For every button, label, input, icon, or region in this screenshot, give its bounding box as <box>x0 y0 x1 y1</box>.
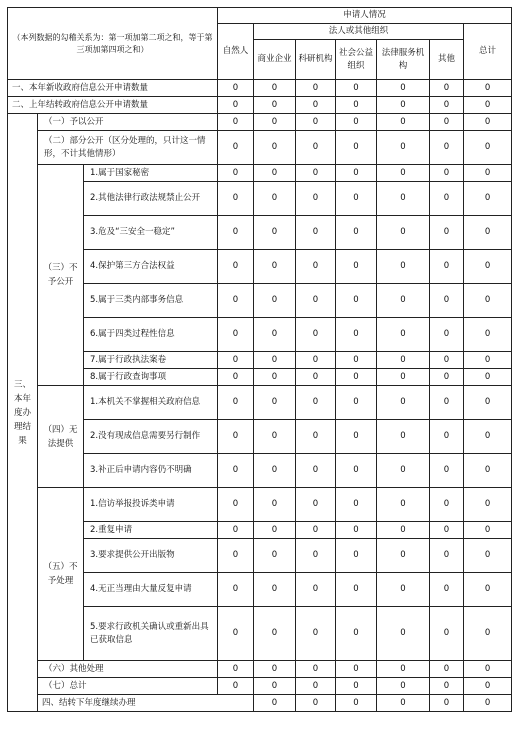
value-cell: 0 <box>296 573 336 607</box>
value-cell: 0 <box>254 488 296 522</box>
value-cell: 0 <box>336 695 377 712</box>
value-cell: 0 <box>296 661 336 678</box>
value-cell: 0 <box>218 131 254 165</box>
value-cell: 0 <box>464 678 512 695</box>
value-cell: 0 <box>336 318 377 352</box>
value-cell: 0 <box>464 369 512 386</box>
value-cell: 0 <box>377 352 430 369</box>
value-cell: 0 <box>464 695 512 712</box>
value-cell: 0 <box>254 131 296 165</box>
value-cell: 0 <box>464 80 512 97</box>
value-cell: 0 <box>254 352 296 369</box>
value-cell: 0 <box>218 97 254 114</box>
value-cell: 0 <box>218 369 254 386</box>
value-cell: 0 <box>464 420 512 454</box>
value-cell: 0 <box>218 488 254 522</box>
table-row <box>8 216 512 250</box>
value-cell: 0 <box>218 216 254 250</box>
value-cell: 0 <box>296 522 336 539</box>
value-cell: 0 <box>377 182 430 216</box>
value-cell: 0 <box>218 182 254 216</box>
header-research: 科研机构 <box>296 40 336 80</box>
value-cell: 0 <box>377 318 430 352</box>
value-cell: 0 <box>430 386 464 420</box>
value-cell: 0 <box>464 573 512 607</box>
value-cell: 0 <box>296 318 336 352</box>
value-cell: 0 <box>336 607 377 661</box>
value-cell: 0 <box>377 607 430 661</box>
value-cell: 0 <box>430 420 464 454</box>
value-cell: 0 <box>254 165 296 182</box>
value-cell: 0 <box>218 420 254 454</box>
value-cell: 0 <box>218 114 254 131</box>
value-cell: 0 <box>218 165 254 182</box>
value-cell: 0 <box>377 386 430 420</box>
value-cell: 0 <box>464 454 512 488</box>
value-cell: 0 <box>377 454 430 488</box>
value-cell: 0 <box>377 114 430 131</box>
value-cell: 0 <box>430 678 464 695</box>
row-label: 4.保护第三方合法权益 <box>84 250 218 284</box>
row-label: 二、上年结转政府信息公开申请数量 <box>8 97 218 114</box>
value-cell: 0 <box>296 165 336 182</box>
table-row <box>8 182 512 216</box>
value-cell: 0 <box>218 661 254 678</box>
value-cell: 0 <box>296 97 336 114</box>
row-label: 2.重复申请 <box>84 522 218 539</box>
value-cell: 0 <box>296 216 336 250</box>
table-row <box>8 318 512 352</box>
value-cell: 0 <box>464 661 512 678</box>
value-cell: 0 <box>254 182 296 216</box>
value-cell: 0 <box>296 420 336 454</box>
row-label: 5.要求行政机关确认或重新出具已获取信息 <box>84 607 218 661</box>
row-label: 5.属于三类内部事务信息 <box>84 284 218 318</box>
table-row <box>8 661 512 678</box>
value-cell: 0 <box>430 454 464 488</box>
value-cell: 0 <box>464 488 512 522</box>
value-cell: 0 <box>464 216 512 250</box>
value-cell: 0 <box>336 97 377 114</box>
value-cell: 0 <box>296 539 336 573</box>
value-cell: 0 <box>336 420 377 454</box>
row-label: 2.其他法律行政法规禁止公开 <box>84 182 218 216</box>
value-cell: 0 <box>377 539 430 573</box>
row-label: 2.没有现成信息需要另行制作 <box>84 420 218 454</box>
table-row <box>8 695 512 712</box>
table-row <box>8 352 512 369</box>
row-label: 四、结转下年度继续办理 <box>38 695 254 712</box>
section-3-label: 三、本年度办理结果 <box>8 114 38 712</box>
table-row <box>8 284 512 318</box>
value-cell: 0 <box>254 695 296 712</box>
value-cell: 0 <box>254 661 296 678</box>
value-cell: 0 <box>430 607 464 661</box>
value-cell: 0 <box>218 539 254 573</box>
table-row <box>8 488 512 522</box>
value-cell: 0 <box>336 250 377 284</box>
table-row <box>8 386 512 420</box>
value-cell: 0 <box>464 250 512 284</box>
value-cell: 0 <box>296 695 336 712</box>
table-row <box>8 607 512 661</box>
value-cell: 0 <box>254 607 296 661</box>
value-cell: 0 <box>377 165 430 182</box>
value-cell: 0 <box>336 454 377 488</box>
value-cell: 0 <box>377 420 430 454</box>
value-cell: 0 <box>254 420 296 454</box>
value-cell: 0 <box>430 165 464 182</box>
value-cell: 0 <box>430 573 464 607</box>
value-cell: 0 <box>254 97 296 114</box>
group-5-label: （五）不予处理 <box>38 488 84 661</box>
value-cell: 0 <box>254 522 296 539</box>
value-cell: 0 <box>218 454 254 488</box>
value-cell: 0 <box>464 522 512 539</box>
row-label: （七）总计 <box>38 678 218 695</box>
gov-info-disclosure-table <box>7 7 512 712</box>
value-cell: 0 <box>377 216 430 250</box>
value-cell: 0 <box>296 114 336 131</box>
value-cell: 0 <box>464 386 512 420</box>
value-cell: 0 <box>336 182 377 216</box>
group-4-label: （四）无法提供 <box>38 386 84 488</box>
header-social: 社会公益组织 <box>336 40 377 80</box>
value-cell: 0 <box>218 318 254 352</box>
value-cell: 0 <box>430 284 464 318</box>
value-cell: 0 <box>430 318 464 352</box>
row-label: 6.属于四类过程性信息 <box>84 318 218 352</box>
value-cell: 0 <box>254 573 296 607</box>
value-cell: 0 <box>430 114 464 131</box>
row-label: 7.属于行政执法案卷 <box>84 352 218 369</box>
row-label: 1.本机关不掌握相关政府信息 <box>84 386 218 420</box>
row-label: 3.补正后申请内容仍不明确 <box>84 454 218 488</box>
value-cell: 0 <box>254 369 296 386</box>
value-cell: 0 <box>218 522 254 539</box>
value-cell: 0 <box>377 695 430 712</box>
value-cell: 0 <box>296 182 336 216</box>
value-cell: 0 <box>254 80 296 97</box>
value-cell: 0 <box>464 182 512 216</box>
header-note: （本列数据的勾稽关系为：第一项加第二项之和，等于第三项加第四项之和） <box>8 8 218 80</box>
value-cell: 0 <box>336 284 377 318</box>
header-legal-service: 法律服务机构 <box>377 40 430 80</box>
value-cell: 0 <box>218 284 254 318</box>
row-label: 3.要求提供公开出版物 <box>84 539 218 573</box>
value-cell: 0 <box>254 678 296 695</box>
row-label: 4.无正当理由大量反复申请 <box>84 573 218 607</box>
value-cell: 0 <box>430 369 464 386</box>
value-cell: 0 <box>254 114 296 131</box>
value-cell: 0 <box>377 97 430 114</box>
value-cell: 0 <box>336 216 377 250</box>
value-cell: 0 <box>336 573 377 607</box>
row-label: （六）其他处理 <box>38 661 218 678</box>
value-cell: 0 <box>296 352 336 369</box>
value-cell: 0 <box>296 488 336 522</box>
value-cell: 0 <box>296 369 336 386</box>
value-cell: 0 <box>218 386 254 420</box>
value-cell: 0 <box>336 352 377 369</box>
table-row <box>8 131 512 165</box>
value-cell: 0 <box>377 488 430 522</box>
value-cell: 0 <box>296 250 336 284</box>
table-row <box>8 573 512 607</box>
value-cell: 0 <box>430 522 464 539</box>
value-cell: 0 <box>218 250 254 284</box>
table-row <box>8 250 512 284</box>
value-cell: 0 <box>336 539 377 573</box>
table-row <box>8 165 512 182</box>
value-cell: 0 <box>296 386 336 420</box>
row-label: 3.危及“三安全一稳定” <box>84 216 218 250</box>
header-commercial: 商业企业 <box>254 40 296 80</box>
value-cell: 0 <box>218 80 254 97</box>
value-cell: 0 <box>377 661 430 678</box>
value-cell: 0 <box>377 573 430 607</box>
value-cell: 0 <box>254 216 296 250</box>
value-cell: 0 <box>218 678 254 695</box>
value-cell: 0 <box>336 522 377 539</box>
row-label: （一）予以公开 <box>38 114 218 131</box>
row-label: 一、本年新收政府信息公开申请数量 <box>8 80 218 97</box>
value-cell: 0 <box>464 607 512 661</box>
value-cell: 0 <box>430 182 464 216</box>
value-cell: 0 <box>296 284 336 318</box>
value-cell: 0 <box>336 80 377 97</box>
value-cell: 0 <box>254 454 296 488</box>
value-cell: 0 <box>336 678 377 695</box>
value-cell: 0 <box>336 114 377 131</box>
value-cell: 0 <box>218 607 254 661</box>
value-cell: 0 <box>430 216 464 250</box>
value-cell: 0 <box>430 250 464 284</box>
value-cell: 0 <box>464 165 512 182</box>
value-cell: 0 <box>218 573 254 607</box>
header-total: 总计 <box>464 24 512 80</box>
value-cell: 0 <box>464 318 512 352</box>
value-cell: 0 <box>430 539 464 573</box>
value-cell: 0 <box>377 284 430 318</box>
value-cell: 0 <box>254 284 296 318</box>
value-cell: 0 <box>464 352 512 369</box>
value-cell: 0 <box>430 488 464 522</box>
table-row <box>8 454 512 488</box>
value-cell: 0 <box>377 678 430 695</box>
value-cell: 0 <box>254 318 296 352</box>
value-cell: 0 <box>464 114 512 131</box>
value-cell: 0 <box>377 80 430 97</box>
value-cell: 0 <box>254 386 296 420</box>
header-applicant: 申请人情况 <box>218 8 512 24</box>
table-row <box>8 678 512 695</box>
value-cell: 0 <box>430 352 464 369</box>
value-cell: 0 <box>430 695 464 712</box>
value-cell: 0 <box>254 539 296 573</box>
value-cell: 0 <box>296 607 336 661</box>
value-cell: 0 <box>430 661 464 678</box>
table-row <box>8 80 512 97</box>
value-cell: 0 <box>296 131 336 165</box>
header-other: 其他 <box>430 40 464 80</box>
table-row <box>8 420 512 454</box>
value-cell: 0 <box>377 522 430 539</box>
row-label: 1.属于国家秘密 <box>84 165 218 182</box>
value-cell: 0 <box>296 678 336 695</box>
value-cell: 0 <box>336 131 377 165</box>
value-cell: 0 <box>336 369 377 386</box>
table-row <box>8 539 512 573</box>
table-row <box>8 369 512 386</box>
value-cell: 0 <box>336 488 377 522</box>
value-cell: 0 <box>430 97 464 114</box>
value-cell: 0 <box>430 131 464 165</box>
table-row <box>8 97 512 114</box>
value-cell: 0 <box>377 250 430 284</box>
value-cell: 0 <box>296 80 336 97</box>
value-cell: 0 <box>336 386 377 420</box>
value-cell: 0 <box>254 250 296 284</box>
table-row <box>8 522 512 539</box>
group-3-label: （三）不予公开 <box>38 165 84 386</box>
table-row <box>8 114 512 131</box>
row-label: 8.属于行政查询事项 <box>84 369 218 386</box>
value-cell: 0 <box>464 97 512 114</box>
value-cell: 0 <box>336 661 377 678</box>
value-cell: 0 <box>377 131 430 165</box>
value-cell: 0 <box>377 369 430 386</box>
header-natural-person: 自然人 <box>218 24 254 80</box>
value-cell: 0 <box>218 352 254 369</box>
header-legal-group: 法人或其他组织 <box>254 24 464 40</box>
row-label: （二）部分公开（区分处理的，只计这一情形，不计其他情形） <box>38 131 218 165</box>
value-cell: 0 <box>464 284 512 318</box>
row-label: 1.信访举报投诉类申请 <box>84 488 218 522</box>
value-cell: 0 <box>336 165 377 182</box>
value-cell: 0 <box>464 131 512 165</box>
value-cell: 0 <box>296 454 336 488</box>
value-cell: 0 <box>430 80 464 97</box>
value-cell: 0 <box>464 539 512 573</box>
